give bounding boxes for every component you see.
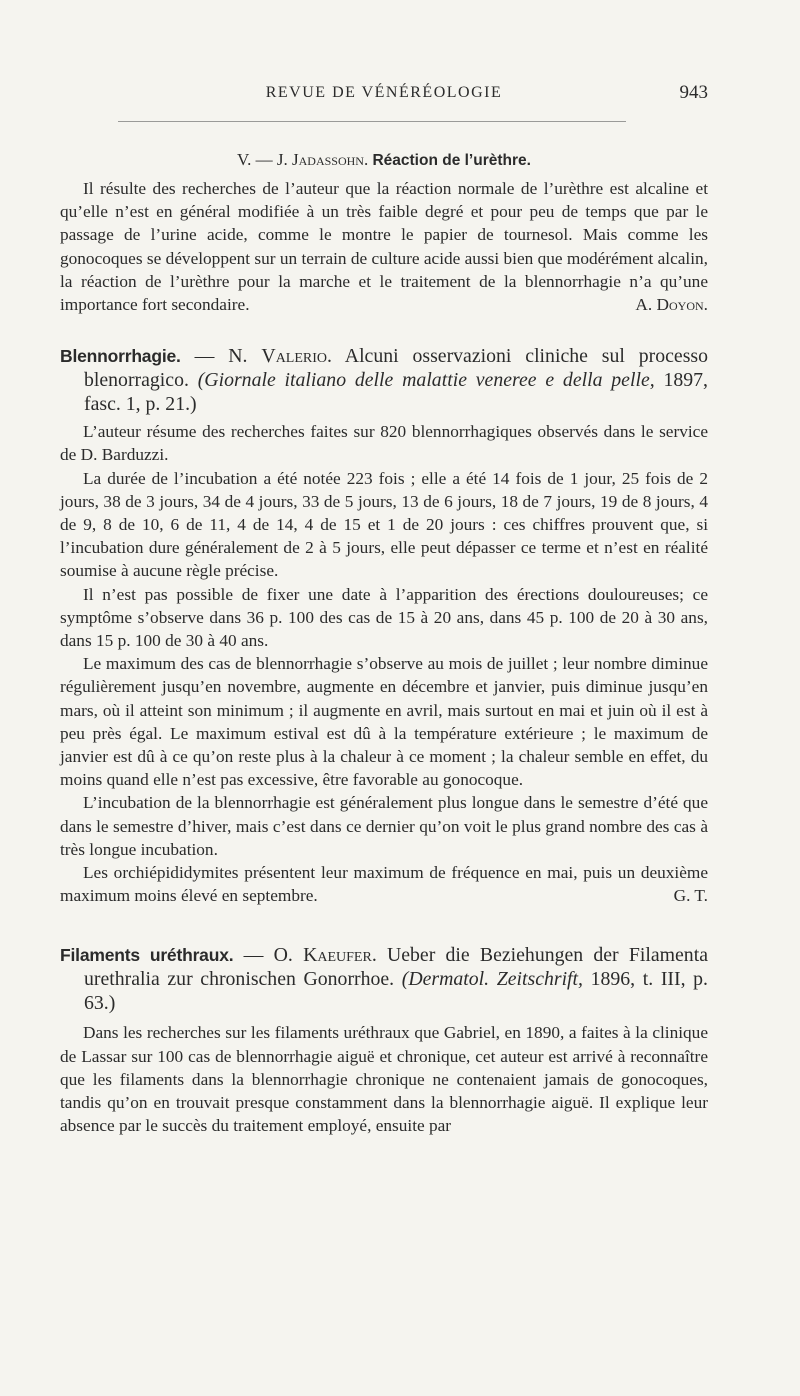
article-paragraph-text: Les orchiépididymites présentent leur maximum de fréquence en mai, puis un deuxième maximum moins élevé en septembre. xyxy=(60,863,708,906)
article-paragraph: L’auteur résume des recherches faites sur 820 blennorrhagiques observés dans le service de D. Barduzzi. xyxy=(60,422,708,465)
article-author: Jadassohn xyxy=(292,150,364,169)
article-paragraph: Le maximum des cas de blennorrhagie s’observe au mois de juillet ; leur nombre diminue régulièrement jusqu’en novembre, augmente en décembre et janvier, puis diminue jusqu’en mars, où il atteint son minimum ; il augmente en avril, mais surtout en mai et juin où il est à peu près égal. Le maximum estival est dû à la température extérieure ; le maximum de janvier est dû à ce qu’on reste plus à la chaleur à ce moment ; la chaleur semble en effet, du moins quand elle n’est pas excessive, être favorable au gonocoque. xyxy=(60,654,708,790)
article-title: . Alcuni osservazioni cliniche sul processo blenorragico. xyxy=(84,345,708,392)
article-signature: A. Doyon. xyxy=(635,295,708,315)
header-rule xyxy=(118,121,626,122)
article-dash: — O. xyxy=(233,944,304,967)
page-content xyxy=(60,148,708,1138)
running-title: REVUE DE VÉNÉRÉOLOGIE xyxy=(265,84,503,101)
article-number-prefix: V. — J. xyxy=(237,150,292,169)
article-body: Dans les recherches sur les filaments uréthraux que Gabriel, en 1890, a faites à la clinique de Lassar sur 100 cas de blennorrhagie aiguë et chronique, cet auteur est arrivé à reconnaître que les filaments dans la blennorrhagie chronique ne contenaient jamais de gonocoques, tandis qu’on en trouvait presque constamment dans la blennorrhagie aiguë. Il explique leur absence par le succès du traitement employé, ensuite par xyxy=(60,1023,708,1136)
article-heading xyxy=(60,148,708,173)
page-header xyxy=(60,84,708,110)
article-dash: — N. xyxy=(180,345,262,368)
article-journal: (Dermatol. Zeitschrift, xyxy=(401,968,583,991)
article-author: Kaeufer xyxy=(303,944,372,967)
article-title: Réaction de l’urèthre. xyxy=(372,152,531,169)
article-heading xyxy=(60,344,708,416)
article-heading xyxy=(60,943,708,1015)
article-paragraph: La durée de l’incubation a été notée 223 fois ; elle a été 14 fois de 1 jour, 25 fois de 2 jours, 38 de 3 jours, 34 de 4 jours, 33 de 5 jours, 13 de 6 jours, 18 de 7 jours, 19 de 8 jours, 4 de 9, 8 de 10, 6 de 11, 4 de 14, 4 de 15 et 1 de 20 jours : ces chiffres prouvent que, si l’incubation dure généralement de 2 à 5 jours, elle peut dépasser ce terme et n’est en réalité soumise à aucune règle précise. xyxy=(60,468,708,581)
article-kaeufer xyxy=(60,943,708,1137)
article-journal: (Giornale italiano delle malattie veneree e della pelle, xyxy=(197,369,655,392)
article-title: . Ueber die Beziehungen der Filamenta urethralia zur chronischen Gonorrhoe. xyxy=(84,944,708,991)
article-reference: 1896, t. III, p. 63.) xyxy=(84,968,708,1015)
article-jadassohn xyxy=(60,148,708,316)
article-paragraph: Il n’est pas possible de fixer une date à l’apparition des érections douloureuses; ce symptôme s’observe dans 36 p. 100 des cas de 15 à 20 ans, dans 45 p. 100 de 20 à 30 ans, dans 15 p. 100 de 30 à 40 ans. xyxy=(60,584,708,651)
article-paragraph: L’incubation de la blennorrhagie est généralement plus longue dans le semestre d’été que dans le semestre d’hiver, mais c’est dans ce dernier qu’on voit le plus grand nombre des cas à très longue incubation. xyxy=(60,793,708,859)
article-author: Valerio xyxy=(261,345,328,368)
page-number: 943 xyxy=(679,82,708,103)
article-keyword: Filaments uréthraux. xyxy=(60,945,234,966)
article-signature: G. T. xyxy=(673,886,708,906)
author-separator: . xyxy=(363,150,373,169)
article-body-text: Il résulte des recherches de l’auteur que la réaction normale de l’urèthre est alcaline et qu’elle n’est en général modifiée à un très faible degré et pour peu de temps que par le passage de l’urine acide, comme le montre le papier de tournesol. Mais comme les gonocoques se développent sur un terrain de culture acide aussi bien que modérément alcalin, la réaction de l’urèthre pour la marche et le traitement de la blennorrhagie n’a qu’une importance fort secondaire. xyxy=(60,179,708,315)
article-valerio xyxy=(60,344,708,907)
article-body xyxy=(60,177,708,316)
article-reference: 1897, fasc. 1, p. 21.) xyxy=(84,369,708,416)
article-paragraph-last xyxy=(60,861,708,907)
article-keyword: Blennorrhagie. xyxy=(60,346,181,367)
